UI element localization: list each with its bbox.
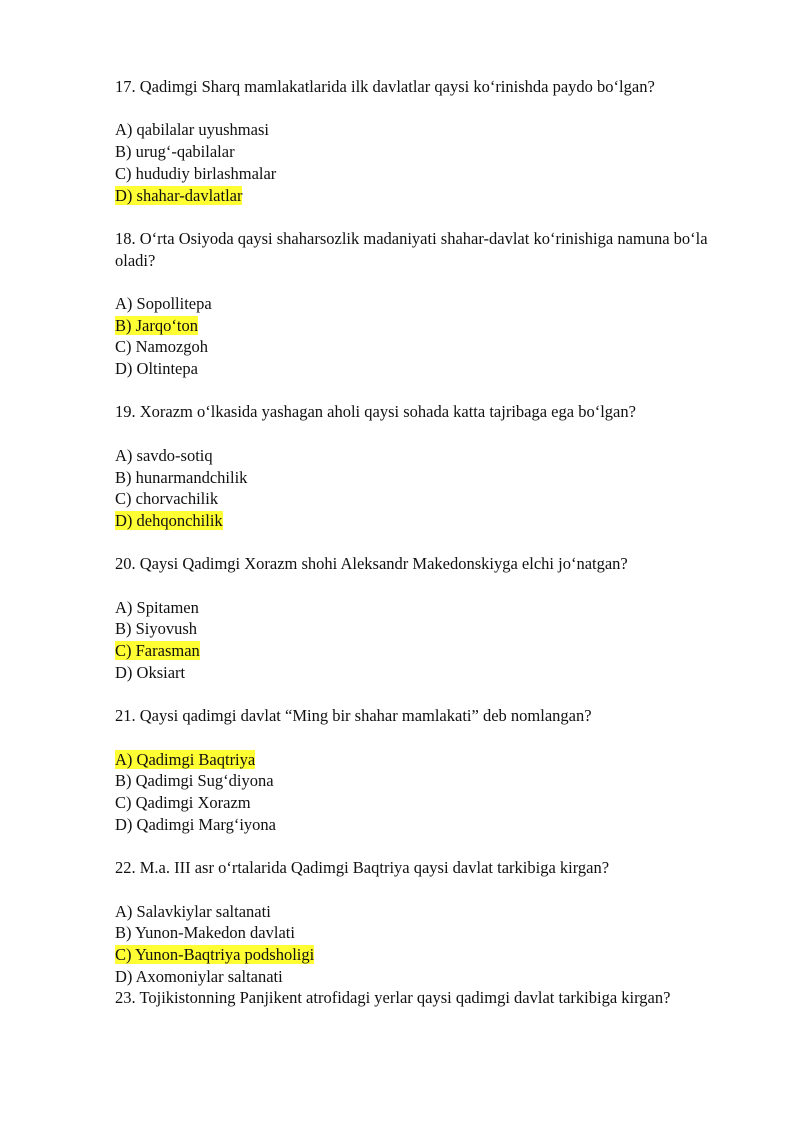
option-label: A) qabilalar uyushmasi [115,120,269,140]
answer-option [115,445,755,467]
question-block [115,705,755,835]
option-label-highlighted: C) Yunon-Baqtriya podsholigi [115,944,315,964]
answer-option [115,293,755,315]
option-label: C) Namozgoh [115,337,209,357]
question-text: 20. Qaysi Qadimgi Xorazm shohi Aleksandr Makedonskiyga elchi jo‘natgan? [115,554,628,574]
option-label: D) Oksiart [115,662,186,682]
option-label-highlighted: C) Farasman [115,641,200,661]
option-label: B) Siyovush [115,619,198,639]
answer-option [115,966,755,988]
option-label: B) Qadimgi Sug‘diyona [115,771,274,791]
option-label: B) Yunon-Makedon davlati [115,923,295,943]
answer-option [115,662,755,684]
option-label: C) chorvachilik [115,489,219,509]
answer-option [115,922,755,944]
option-label-highlighted: D) shahar-davlatlar [115,185,243,205]
question-block [115,857,755,987]
question-block [115,553,755,683]
question-text: 18. O‘rta Osiyoda qaysi shaharsozlik madaniyati shahar-davlat ko‘rinishiga namuna bo‘la oladi? [115,228,708,270]
answer-option [115,163,755,185]
answer-option [115,336,755,358]
answer-option [115,901,755,923]
question-text: 19. Xorazm o‘lkasida yashagan aholi qaysi sohada katta tajribaga ega bo‘lgan? [115,402,636,422]
option-label: C) Qadimgi Xorazm [115,793,251,813]
question-block [115,401,755,531]
question-text: 21. Qaysi qadimgi davlat “Ming bir shahar mamlakati” deb nomlangan? [115,706,592,726]
option-label: B) urug‘-qabilalar [115,142,235,162]
answer-option [115,119,755,141]
option-label: D) Oltintepa [115,359,198,379]
question-text: 17. Qadimgi Sharq mamlakatlarida ilk davlatlar qaysi ko‘rinishda paydo bo‘lgan? [115,77,655,96]
question-text: 23. Tojikistonning Panjikent atrofidagi yerlar qaysi qadimgi davlat tarkibiga kirgan? [115,988,671,1008]
option-label: A) savdo-sotiq [115,445,213,465]
option-label: A) Sopollitepa [115,293,212,313]
option-label: C) hududiy birlashmalar [115,163,277,183]
answer-option [115,467,755,489]
answer-option [115,618,755,640]
question-block [115,228,755,380]
question-text: 22. M.a. III asr o‘rtalarida Qadimgi Baqtriya qaysi davlat tarkibiga kirgan? [115,858,610,878]
option-label: A) Spitamen [115,597,199,617]
option-label-highlighted: A) Qadimgi Baqtriya [115,749,256,769]
option-label: D) Axomoniylar saltanati [115,966,283,986]
answer-option-correct [115,640,755,662]
question-block [115,987,755,1009]
option-label: A) Salavkiylar saltanati [115,901,271,921]
option-label: B) hunarmandchilik [115,467,248,487]
answer-option [115,488,755,510]
answer-option-correct [115,749,755,771]
option-label-highlighted: B) Jarqo‘ton [115,315,198,335]
answer-option [115,141,755,163]
answer-option-correct [115,510,755,532]
document-page [115,76,755,1009]
question-block [115,76,755,206]
answer-option-correct [115,944,755,966]
answer-option [115,792,755,814]
option-label: D) Qadimgi Marg‘iyona [115,814,276,834]
option-label-highlighted: D) dehqonchilik [115,510,223,530]
answer-option [115,358,755,380]
answer-option-correct [115,185,755,207]
answer-option [115,597,755,619]
answer-option-correct [115,315,755,337]
answer-option [115,814,755,836]
answer-option [115,770,755,792]
